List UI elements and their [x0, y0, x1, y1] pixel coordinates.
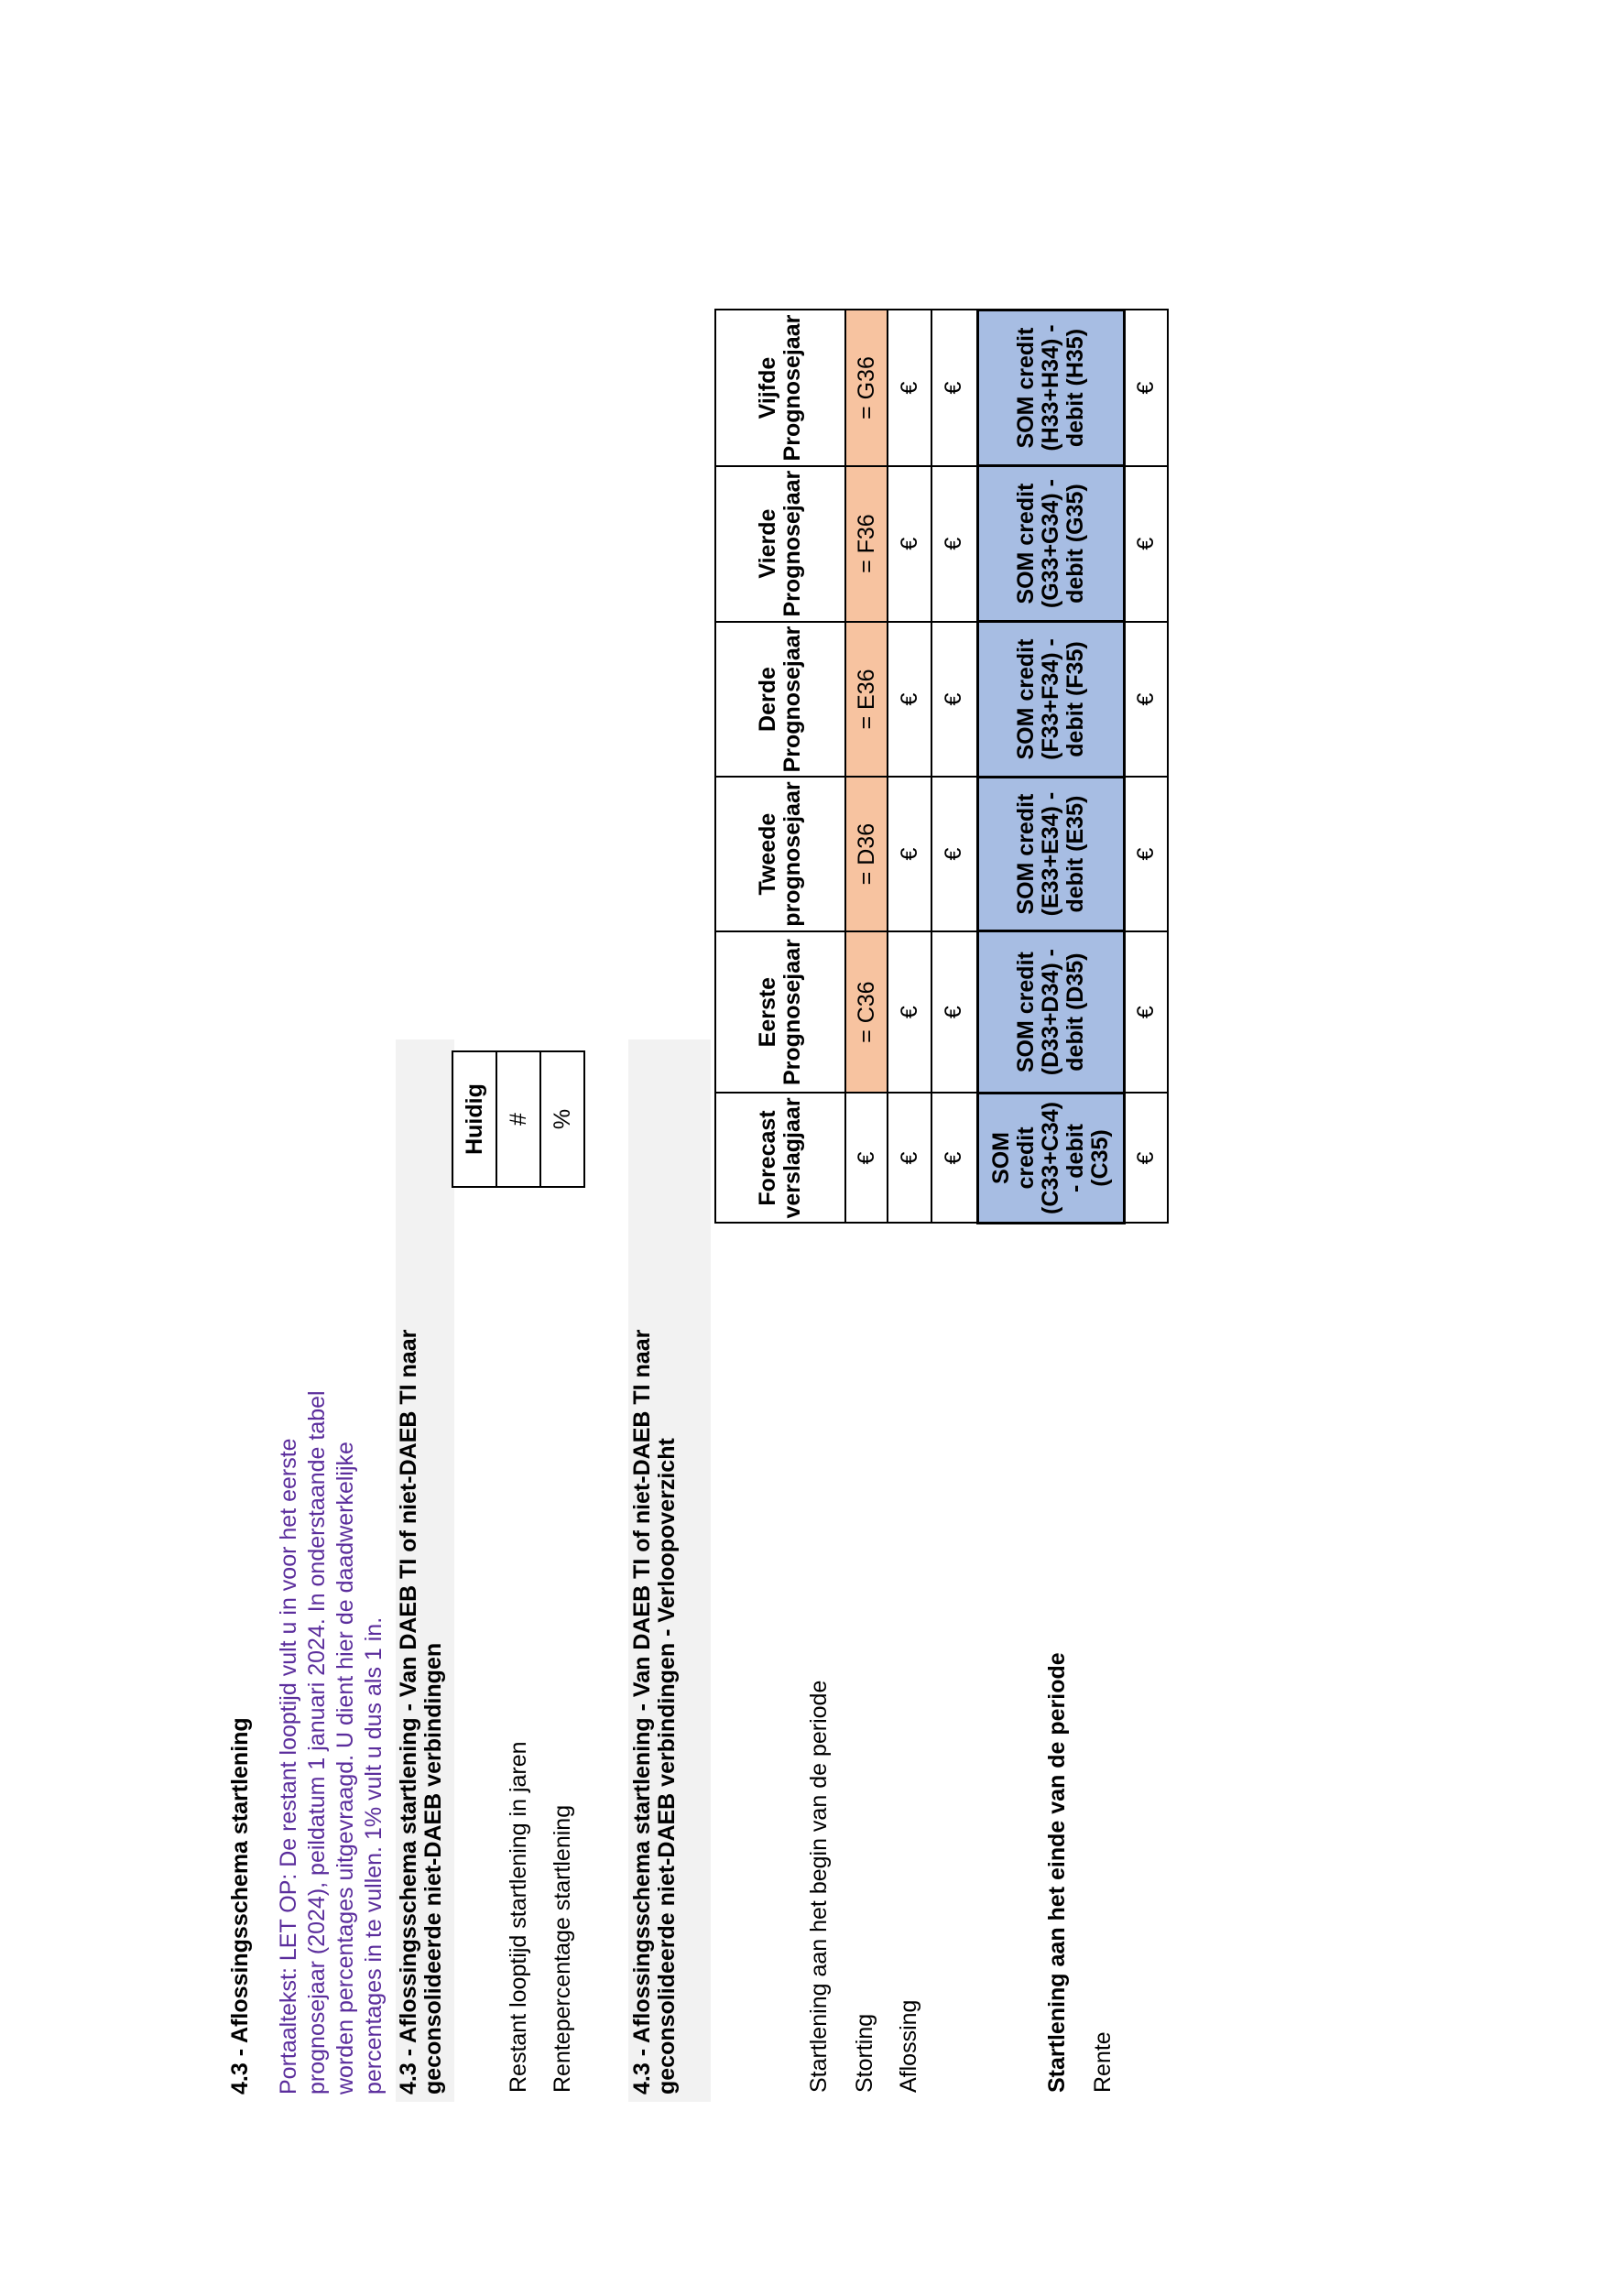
cell-storting-eerste[interactable]: €	[888, 931, 931, 1094]
cell-einde-vijfde: SOM credit (H33+H34) - debit (H35)	[977, 310, 1124, 466]
row-label-aflossing: Aflossing	[896, 1999, 921, 2093]
cell-aflossing-vierde[interactable]: €	[931, 466, 977, 622]
col-header-vijfde: Vijfde Prognosejaar	[715, 310, 845, 466]
huidig-cell-restant[interactable]: #	[496, 1051, 540, 1187]
cell-storting-derde[interactable]: €	[888, 622, 931, 778]
cell-einde-tweede: SOM credit (E33+E34) - debit (E35)	[977, 777, 1124, 930]
col-header-vierde: Vierde Prognosejaar	[715, 466, 845, 622]
huidig-cell-rente[interactable]: %	[540, 1051, 584, 1187]
portal-text: Portaaltekst: LET OP: De restant looptijd vult u in voor het eerste prognosejaar (2024), peildatum 1 januari 2024. In onderstaande tabel worden percentages uitgevraagd. U dient hier de daadwerkelijke percentages in te vullen. 1% vult u dus als 1 in.	[276, 1390, 387, 2095]
row-label-begin: Startlening aan het begin van de periode	[806, 1680, 832, 2093]
col-header-eerste: Eerste Prognosejaar	[715, 931, 845, 1094]
cell-begin-eerste: = C36	[845, 931, 888, 1094]
cell-aflossing-vijfde[interactable]: €	[931, 310, 977, 466]
col-header-derde: Derde Prognosejaar	[715, 622, 845, 778]
cell-rente-vierde[interactable]: €	[1124, 466, 1168, 622]
row-label-rentepercentage: Rentepercentage startlening	[550, 1804, 575, 2093]
verloopoverzicht-table	[714, 309, 1169, 1224]
cell-begin-vierde: = F36	[845, 466, 888, 622]
cell-einde-forecast: SOM credit (C33+C34) - debit (C35)	[977, 1093, 1124, 1223]
cell-storting-tweede[interactable]: €	[888, 777, 931, 930]
col-header-forecast: Forecast verslagjaar	[715, 1093, 845, 1223]
cell-aflossing-tweede[interactable]: €	[931, 777, 977, 930]
cell-begin-tweede: = D36	[845, 777, 888, 930]
cell-rente-forecast[interactable]: €	[1124, 1093, 1168, 1223]
cell-einde-eerste: SOM credit (D33+D34) - debit (D35)	[977, 931, 1124, 1094]
cell-einde-vierde: SOM credit (G33+G34) - debit (G35)	[977, 466, 1124, 622]
cell-aflossing-derde[interactable]: €	[931, 622, 977, 778]
row-label-storting: Storting	[852, 2013, 877, 2093]
subsection-2-heading: 4.3 - Aflossingsschema startlening - Van DAEB TI of niet-DAEB TI naar geconsolideerde niet-DAEB verbindingen - Verloopoverzicht	[629, 1329, 680, 2095]
cell-aflossing-forecast[interactable]: €	[931, 1093, 977, 1223]
cell-rente-eerste[interactable]: €	[1124, 931, 1168, 1094]
cell-storting-forecast[interactable]: €	[888, 1093, 931, 1223]
cell-rente-vijfde[interactable]: €	[1124, 310, 1168, 466]
row-label-restant-looptijd: Restant looptijd startlening in jaren	[506, 1741, 531, 2093]
cell-aflossing-eerste[interactable]: €	[931, 931, 977, 1094]
cell-storting-vierde[interactable]: €	[888, 466, 931, 622]
col-header-tweede: Tweede prognosejaar	[715, 777, 845, 930]
subsection-1-heading: 4.3 - Aflossingsschema startlening - Van DAEB TI of niet-DAEB TI naar geconsolideerde niet-DAEB verbindingen	[396, 1329, 446, 2095]
cell-rente-derde[interactable]: €	[1124, 622, 1168, 778]
row-label-rente: Rente	[1090, 2031, 1116, 2093]
cell-storting-vijfde[interactable]: €	[888, 310, 931, 466]
cell-rente-tweede[interactable]: €	[1124, 777, 1168, 930]
huidig-header: Huidig	[452, 1051, 496, 1187]
huidig-table	[452, 1050, 585, 1188]
cell-begin-derde: = E36	[845, 622, 888, 778]
row-label-einde: Startlening aan het einde van de periode	[1044, 1652, 1070, 2093]
cell-einde-derde: SOM credit (F33+F34) - debit (F35)	[977, 622, 1124, 778]
cell-begin-forecast[interactable]: €	[845, 1093, 888, 1223]
section-title: 4.3 - Aflossingsschema startlening	[227, 1717, 253, 2095]
cell-begin-vijfde: = G36	[845, 310, 888, 466]
